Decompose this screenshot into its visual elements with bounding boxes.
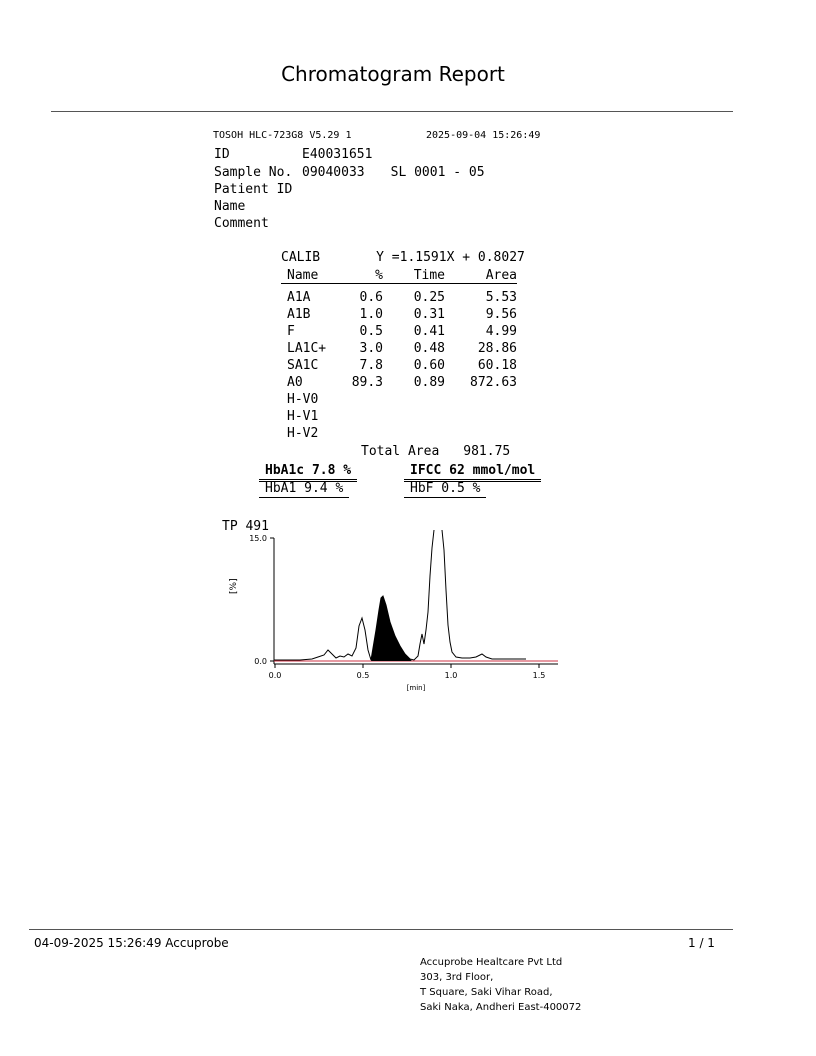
address-line: 303, 3rd Floor, — [420, 972, 494, 983]
table-row: A1A 0.6 0.25 5.53 — [287, 290, 517, 305]
ifcc-result: IFCC 62 mmol/mol — [404, 463, 541, 482]
meta-label: ID — [214, 147, 230, 162]
col-name: Name — [281, 267, 349, 284]
meta-row-sample — [214, 165, 485, 180]
table-row: H-V1 — [287, 409, 319, 424]
meta-label: Patient ID — [214, 182, 293, 197]
address-line: Saki Naka, Andheri East-400072 — [420, 1002, 582, 1013]
chromatogram-plot — [240, 530, 570, 695]
table-row: A0 89.3 0.89 872.63 — [287, 375, 517, 390]
footer-divider — [29, 929, 733, 930]
meta-value: E40031651 — [302, 147, 373, 162]
x-tick-label: 0.0 — [268, 671, 282, 680]
calibration — [281, 250, 525, 265]
total-area-value: 981.75 — [463, 444, 511, 459]
calib-equation: Y =1.1591X + 0.8027 — [376, 250, 525, 265]
meta-row-id — [214, 147, 372, 162]
table-row: H-V2 — [287, 426, 319, 441]
meta-label: Comment — [214, 216, 269, 231]
x-tick-label: 1.0 — [444, 671, 458, 680]
meta-row-comment — [214, 216, 302, 231]
y-axis-unit-label: [%] — [229, 578, 239, 594]
hba1-result: HbA1 9.4 % — [259, 481, 349, 498]
address-line: Accuprobe Healtcare Pvt Ltd — [420, 957, 563, 968]
hba1c-result: HbA1c 7.8 % — [259, 463, 357, 482]
meta-label: Name — [214, 199, 246, 214]
sa1c-peak-fill — [371, 596, 412, 661]
meta-extra: SL 0001 - 05 — [390, 165, 485, 180]
meta-row-name — [214, 199, 302, 214]
instrument-datetime: 2025-09-04 15:26:49 — [426, 130, 541, 141]
meta-row-patient-id — [214, 182, 302, 197]
total-area — [361, 444, 510, 459]
results-table — [281, 267, 517, 442]
col-pct: % — [349, 267, 383, 284]
y-tick-label-min: 0.0 — [254, 657, 267, 666]
table-row: LA1C+ 3.0 0.48 28.86 — [287, 341, 517, 356]
footer-datetime-company: 04-09-2025 15:26:49 Accuprobe — [34, 936, 229, 950]
meta-label: Sample No. — [214, 165, 293, 180]
col-area: Area — [445, 267, 517, 284]
x-tick-label: 1.5 — [532, 671, 546, 680]
header-divider — [51, 111, 733, 112]
footer-address — [420, 955, 581, 1015]
hbf-result: HbF 0.5 % — [404, 481, 486, 498]
table-row: A1B 1.0 0.31 9.56 — [287, 307, 517, 322]
x-axis-unit: [min] — [406, 684, 426, 692]
col-time: Time — [383, 267, 445, 284]
report-title: Chromatogram Report — [281, 62, 505, 86]
table-row: H-V0 — [287, 392, 319, 407]
address-line: T Square, Saki Vihar Road, — [420, 987, 553, 998]
footer-page-number: 1 / 1 — [688, 936, 715, 950]
calib-label: CALIB — [281, 250, 321, 265]
chromatogram-trace — [274, 530, 526, 660]
tp-label: TP 491 — [222, 519, 269, 534]
instrument-info: TOSOH HLC-723G8 V5.29 1 — [213, 130, 352, 141]
table-row: F 0.5 0.41 4.99 — [287, 324, 517, 339]
meta-value: 09040033 — [302, 165, 365, 180]
x-tick-label: 0.5 — [356, 671, 370, 680]
table-header-row — [281, 267, 517, 284]
total-area-label: Total Area — [361, 444, 440, 459]
table-row: SA1C 7.8 0.60 60.18 — [287, 358, 517, 373]
y-tick-label-max: 15.0 — [249, 534, 267, 543]
